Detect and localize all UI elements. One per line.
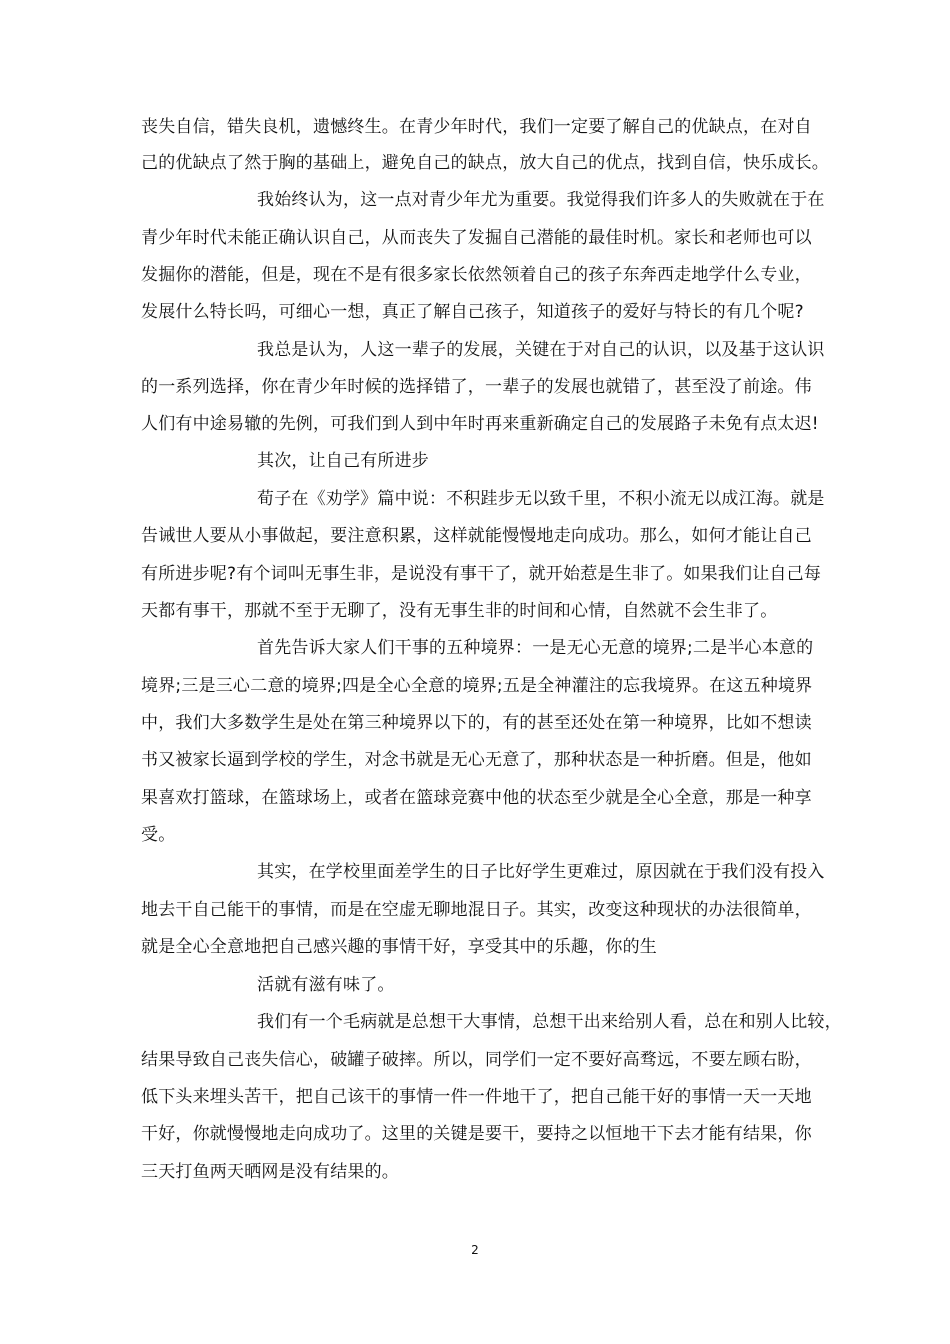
text-line: 境界;三是三心二意的境界;四是全心全意的境界;五是全神灌注的忘我境界。在这五种境界 (141, 676, 813, 696)
text-line: 活就有滋有味了。 (257, 975, 395, 995)
text-line: 青少年时代未能正确认识自己，从而丧失了发掘自己潜能的最佳时机。家长和老师也可以 (141, 228, 812, 248)
text-line: 干好，你就慢慢地走向成功了。这里的关键是要干，要持之以恒地干下去才能有结果，你 (141, 1124, 812, 1144)
page-number: 2 (471, 1243, 479, 1257)
text-line: 三天打鱼两天晒网是没有结果的。 (141, 1162, 399, 1182)
text-line: 的一系列选择，你在青少年时候的选择错了，一辈子的发展也就错了，甚至没了前途。伟 (141, 377, 812, 397)
text-line: 地去干自己能干的事情，而是在空虚无聊地混日子。其实，改变这种现状的办法很简单， (141, 900, 812, 920)
text-line: 首先告诉大家人们干事的五种境界：一是无心无意的境界;二是半心本意的 (257, 638, 814, 658)
text-line: 告诫世人要从小事做起，要注意积累，这样就能慢慢地走向成功。那么，如何才能让自己 (141, 526, 812, 546)
section-heading: 其次，让自己有所进步 (257, 451, 429, 471)
text-line: 其实，在学校里面差学生的日子比好学生更难过，原因就在于我们没有投入 (257, 862, 825, 882)
text-line: 果喜欢打篮球，在篮球场上，或者在篮球竞赛中他的状态至少就是全心全意，那是一种享 (141, 788, 812, 808)
text-line: 荀子在《劝学》篇中说：不积跬步无以致千里，不积小流无以成江海。就是 (257, 489, 825, 509)
text-line: 低下头来埋头苦干，把自己该干的事情一件一件地干了，把自己能干好的事情一天一天地 (141, 1087, 812, 1107)
text-line: 我们有一个毛病就是总想干大事情，总想干出来给别人看，总在和别人比较， (257, 1012, 842, 1032)
text-line: 书又被家长逼到学校的学生，对念书就是无心无意了，那种状态是一种折磨。但是，他如 (141, 750, 812, 770)
text-line: 己的优缺点了然于胸的基础上，避免自己的缺点，放大自己的优点，找到自信，快乐成长。 (141, 153, 829, 173)
text-line: 丧失自信，错失良机，遗憾终生。在青少年时代，我们一定要了解自己的优缺点，在对自 (141, 117, 812, 137)
text-line: 中，我们大多数学生是处在第三种境界以下的，有的甚至还处在第一种境界，比如不想读 (141, 713, 812, 733)
text-line: 有所进步呢?有个词叫无事生非，是说没有事干了，就开始惹是生非了。如果我们让自己每 (141, 564, 822, 584)
text-line: 天都有事干，那就不至于无聊了，没有无事生非的时间和心情，自然就不会生非了。 (141, 601, 778, 621)
text-line: 我始终认为，这一点对青少年尤为重要。我觉得我们许多人的失败就在于在 (257, 190, 825, 210)
text-line: 人们有中途易辙的先例，可我们到人到中年时再来重新确定自己的发展路子未免有点太迟! (141, 414, 819, 434)
text-line: 发掘你的潜能，但是，现在不是有很多家长依然领着自己的孩子东奔西走地学什么专业， (141, 265, 812, 285)
text-line: 发展什么特长吗，可细心一想，真正了解自己孩子，知道孩子的爱好与特长的有几个呢? (141, 302, 804, 322)
text-line: 结果导致自己丧失信心，破罐子破摔。所以，同学们一定不要好高骛远，不要左顾右盼， (141, 1050, 812, 1070)
text-line: 受。 (141, 825, 176, 845)
text-line: 我总是认为，人这一辈子的发展，关键在于对自己的认识，以及基于这认识 (257, 340, 825, 360)
text-line: 就是全心全意地把自己感兴趣的事情干好，享受其中的乐趣，你的生 (141, 937, 657, 957)
